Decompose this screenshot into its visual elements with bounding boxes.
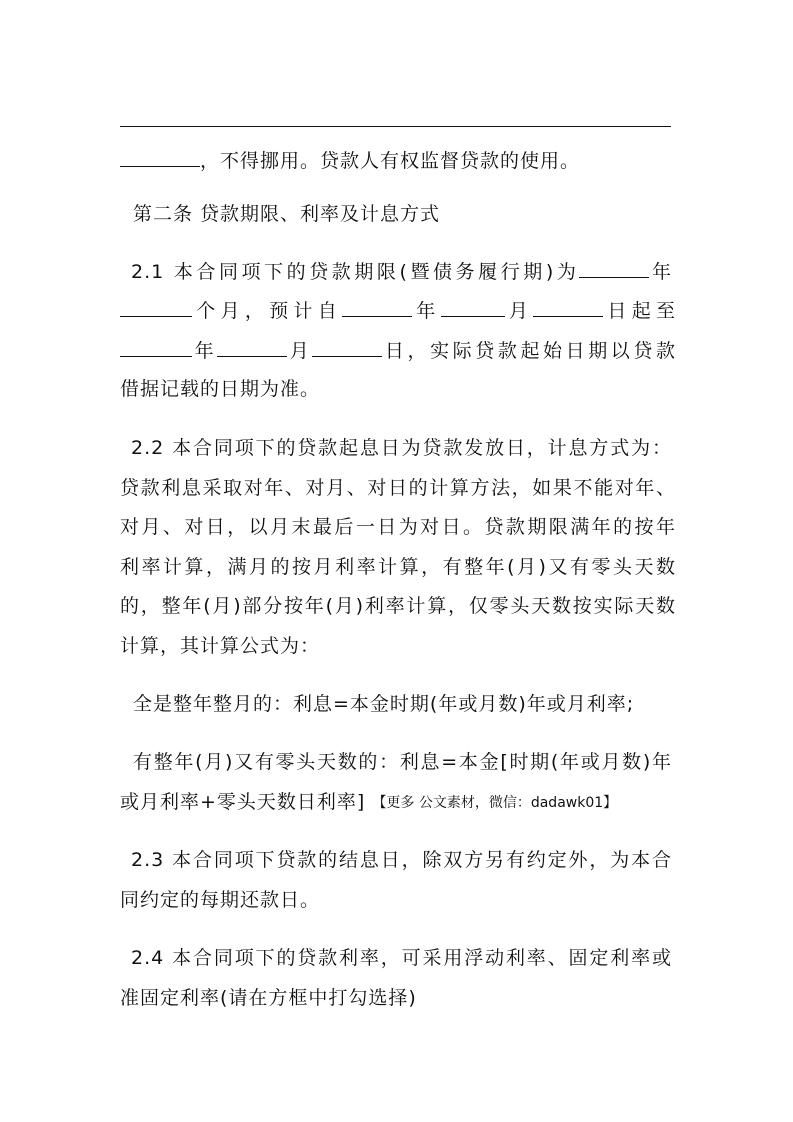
formula-whole: 全是整年整月的：利息=本金时期(年或月数)年或月利率;	[133, 693, 635, 715]
text-line-2-4a: 2.4 本合同项下的贷款利率，可采用浮动利率、固定利率或	[131, 947, 672, 969]
text-line-usage: ，不得挪用。贷款人有权监督贷款的使用。	[120, 148, 676, 172]
text-line-2-1c: 年 月 日，实际贷款起始日期以贷款	[120, 338, 676, 362]
blank-years	[579, 259, 649, 278]
blank-usage	[120, 148, 200, 167]
text-line-2-2a: 2.2 本合同项下的贷款起息日为贷款发放日，计息方式为：	[131, 437, 672, 459]
article-heading: 第二条 贷款期限、利率及计息方式	[133, 203, 441, 225]
text-line-2-1b: 个月，预计自 年 月 日起至	[120, 298, 676, 322]
text-line-2-2d: 利率计算，满月的按月利率计算，有整年(月)又有零头天数	[120, 556, 676, 578]
text-line-2-2e: 的，整年(月)部分按年(月)利率计算，仅零头天数按实际天数	[120, 595, 676, 617]
blank-start-day	[533, 298, 603, 317]
text-line-2-1a: 2.1 本合同项下的贷款期限(暨债务履行期)为 年	[131, 261, 672, 283]
text-line-2-4b: 准固定利率(请在方框中打勾选择)	[120, 987, 417, 1009]
text-line-2-2c: 对月、对日，以月末最后一日为对日。贷款期限满年的按年	[120, 516, 676, 538]
formula-partial-a: 有整年(月)又有零头天数的：利息=本金[时期(年或月数)年	[133, 751, 672, 773]
blank-start-year	[342, 298, 412, 317]
text-line-2-2b: 贷款利息采取对年、对月、对日的计算方法，如果不能对年、	[120, 477, 676, 499]
text-line-2-1d: 借据记载的日期为准。	[120, 378, 321, 400]
text-line-2-3b: 同约定的每期还款日。	[120, 889, 321, 911]
blank-end-day	[312, 338, 382, 357]
blank-months	[120, 298, 192, 317]
text-line-2-3a: 2.3 本合同项下贷款的结息日，除双方另有约定外，为本合	[131, 849, 672, 871]
blank-end-month	[217, 338, 287, 357]
watermark-note: 【更多 公文素材，微信：dadawk01】	[372, 795, 618, 811]
blank-start-month	[441, 298, 505, 317]
text-line-2-2f: 计算，其计算公式为：	[120, 635, 321, 657]
blank-line-top	[120, 126, 671, 127]
formula-partial-b: 或月利率+零头天数日利率] 【更多 公文素材，微信：dadawk01】	[120, 791, 618, 813]
blank-end-year	[120, 338, 192, 357]
